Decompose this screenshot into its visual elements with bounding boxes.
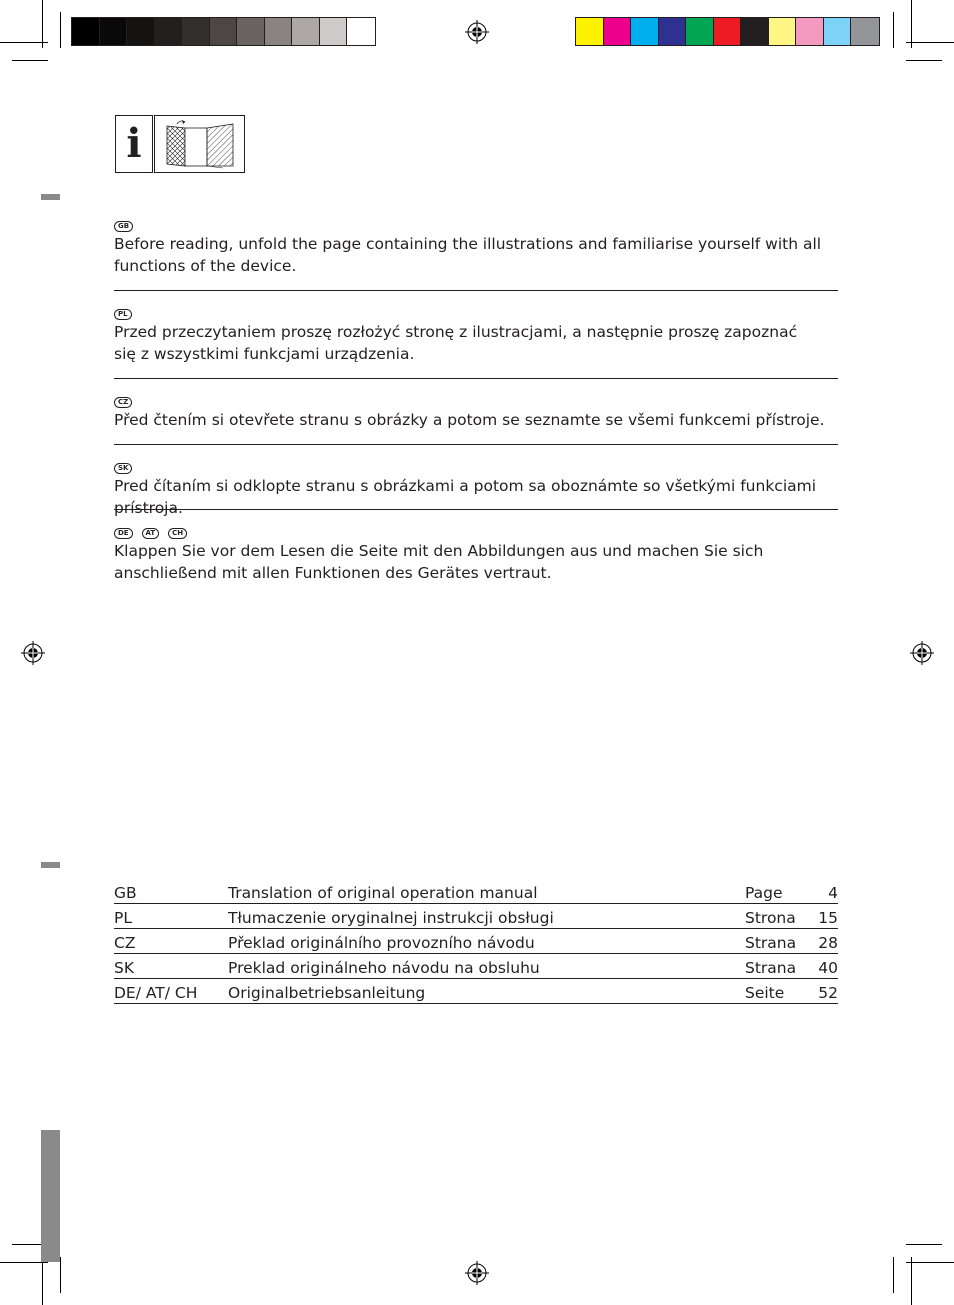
color-swatch: [851, 18, 879, 45]
color-swatch: [127, 18, 155, 45]
side-tab-marker: [41, 194, 60, 200]
info-icon: [115, 115, 153, 173]
crop-mark: [60, 12, 61, 48]
color-swatch: [265, 18, 293, 45]
color-swatch: [292, 18, 320, 45]
flag-badge: PL: [114, 309, 132, 320]
flag-badge: AT: [142, 528, 160, 539]
table-row: [114, 904, 838, 929]
table-of-contents: [114, 879, 838, 1004]
toc-title: Translation of original operation manual: [228, 879, 745, 904]
toc-page-number: 4: [805, 879, 838, 904]
toc-page-label: Strana: [745, 954, 805, 979]
crop-mark: [893, 12, 894, 48]
toc-code: GB: [114, 879, 228, 904]
intro-pl: [114, 303, 804, 365]
crop-mark: [0, 42, 48, 43]
flag-badge: DE: [114, 528, 133, 539]
toc-page-label: Seite: [745, 979, 805, 1004]
flag-badge: CH: [168, 528, 187, 539]
unfold-page-icon-graphic: [155, 116, 244, 172]
table-row: [114, 879, 838, 904]
color-swatch: [796, 18, 824, 45]
color-swatch: [604, 18, 632, 45]
crop-mark: [60, 1257, 61, 1293]
intro-text: Pred čítaním si odklopte stranu s obrázkami a potom sa oboznámte so všetkými funkciami prístroja.: [114, 477, 817, 517]
crop-mark: [0, 1262, 48, 1263]
table-row: [114, 929, 838, 954]
color-swatch: [210, 18, 238, 45]
intro-de-at-ch: [114, 522, 844, 584]
toc-title: Tłumaczenie oryginalnej instrukcji obsługi: [228, 904, 745, 929]
color-swatch: [347, 18, 375, 45]
flag-badge: CZ: [114, 397, 132, 408]
divider: [114, 290, 838, 291]
flag-row: [114, 391, 866, 409]
color-swatch: [72, 18, 100, 45]
color-swatch: [686, 18, 714, 45]
divider: [114, 378, 838, 379]
color-swatch: [155, 18, 183, 45]
toc-code: CZ: [114, 929, 228, 954]
toc-page-number: 40: [805, 954, 838, 979]
registration-mark-icon: [21, 641, 45, 665]
color-swatch: [714, 18, 742, 45]
toc-page-label: Strana: [745, 929, 805, 954]
flag-row: [114, 215, 866, 233]
process-color-bar: [575, 17, 880, 46]
crop-mark: [911, 0, 912, 48]
registration-mark-icon: [465, 1261, 489, 1285]
color-swatch: [320, 18, 348, 45]
color-swatch: [659, 18, 687, 45]
toc-page-label: Page: [745, 879, 805, 904]
flag-badge: SK: [114, 463, 132, 474]
toc-page-number: 52: [805, 979, 838, 1004]
intro-text: Před čtením si otevřete stranu s obrázky a potom se seznamte se všemi funkcemi přístroje.: [114, 411, 825, 429]
crop-mark: [911, 1257, 912, 1305]
grayscale-color-bar: [71, 17, 376, 46]
toc-title: Překlad originálního provozního návodu: [228, 929, 745, 954]
color-swatch: [769, 18, 797, 45]
color-swatch: [182, 18, 210, 45]
color-swatch: [576, 18, 604, 45]
table-row: [114, 954, 838, 979]
crop-mark: [893, 1257, 894, 1293]
color-swatch: [100, 18, 128, 45]
toc-code: SK: [114, 954, 228, 979]
crop-mark: [42, 0, 43, 48]
color-swatch: [631, 18, 659, 45]
registration-mark-icon: [465, 20, 489, 44]
crop-mark: [906, 1244, 942, 1245]
intro-gb: [114, 215, 866, 277]
toc-code: PL: [114, 904, 228, 929]
flag-row: [114, 522, 844, 540]
color-swatch: [741, 18, 769, 45]
toc-page-number: 15: [805, 904, 838, 929]
flag-row: [114, 303, 804, 321]
crop-mark: [906, 42, 954, 43]
intro-text: Przed przeczytaniem proszę rozłożyć stronę z ilustracjami, a następnie proszę zapoznać się z wszystkimi funkcjami urządzenia.: [114, 323, 798, 363]
side-tab-block: [41, 1130, 60, 1262]
toc-code: DE/ AT/ CH: [114, 979, 228, 1004]
flag-row: [114, 457, 866, 475]
unfold-page-icon: [154, 115, 245, 173]
crop-mark: [906, 60, 942, 61]
crop-mark: [42, 1257, 43, 1305]
color-swatch: [237, 18, 265, 45]
flag-badge: GB: [114, 221, 133, 232]
color-swatch: [824, 18, 852, 45]
side-tab-marker: [41, 862, 60, 868]
toc-page-label: Strona: [745, 904, 805, 929]
divider: [114, 509, 838, 510]
intro-cz: [114, 391, 866, 431]
toc-title: Originalbetriebsanleitung: [228, 979, 745, 1004]
divider: [114, 444, 838, 445]
crop-mark: [12, 60, 48, 61]
crop-mark: [906, 1262, 954, 1263]
info-icon-letter: i: [126, 120, 142, 167]
intro-text: Before reading, unfold the page containing the illustrations and familiarise yourself with all functions of the device.: [114, 235, 822, 275]
intro-text: Klappen Sie vor dem Lesen die Seite mit den Abbildungen aus und machen Sie sich anschließend mit allen Funktionen des Gerätes vertraut.: [114, 542, 764, 582]
toc-title: Preklad originálneho návodu na obsluhu: [228, 954, 745, 979]
table-row: [114, 979, 838, 1004]
registration-mark-icon: [910, 641, 934, 665]
toc-page-number: 28: [805, 929, 838, 954]
